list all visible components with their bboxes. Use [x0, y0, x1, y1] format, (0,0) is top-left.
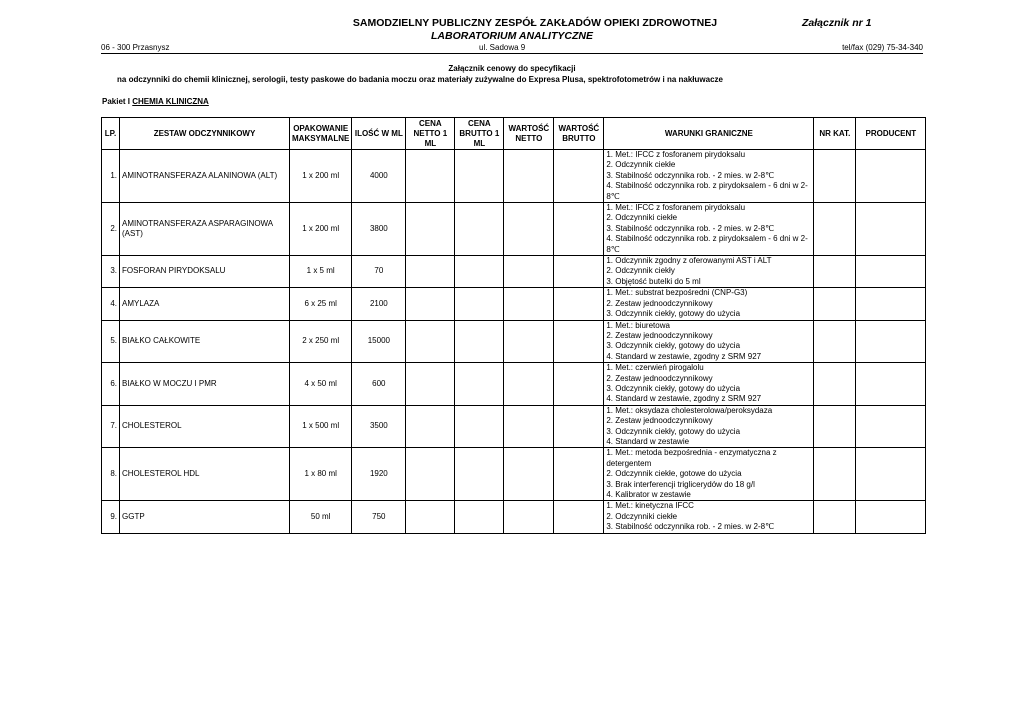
row-producent	[856, 256, 926, 288]
phone-number: tel/fax (029) 75-34-340	[842, 43, 923, 52]
condition-item: 3. Stabilność odczynnika rob. - 2 mies. w 2-8℃	[606, 170, 775, 180]
row-wartosc-netto	[504, 150, 554, 203]
package-name: CHEMIA KLINICZNA	[132, 97, 209, 106]
table-row	[102, 288, 926, 320]
col-opakowanie: OPAKOWANIE MAKSYMALNE	[290, 118, 352, 150]
row-wartosc-netto	[504, 256, 554, 288]
row-producent	[856, 405, 926, 448]
condition-item: 2. Odczynnik ciekłe	[606, 160, 676, 170]
condition-item: 2. Zestaw jednoodczynnikowy	[606, 416, 713, 426]
col-cena-brutto: CENA BRUTTO 1 ML	[455, 118, 504, 150]
condition-item: 1. Met.: kinetyczna IFCC	[606, 501, 694, 511]
condition-item: 1. Odczynnik zgodny z oferowanymi AST i ALT	[606, 256, 772, 266]
table-row	[102, 501, 926, 533]
condition-item: 3. Odczynnik ciekły, gotowy do użycia	[606, 383, 741, 393]
condition-item: 4. Standard w zestawie, zgodny z SRM 927	[606, 394, 762, 404]
row-name: BIAŁKO W MOCZU I PMR	[120, 363, 290, 406]
row-qty: 2100	[352, 288, 406, 320]
condition-item: 1. Met.: metoda bezpośrednia - enzymatyczna z detergentem	[606, 448, 777, 468]
row-wartosc-netto	[504, 363, 554, 406]
row-cena-brutto	[455, 320, 504, 363]
row-conditions	[604, 288, 814, 320]
row-pack: 1 x 200 ml	[290, 150, 352, 203]
postal-city: 06 - 300 Przasnysz	[101, 43, 170, 52]
condition-item: 2. Odczynnik ciekły	[606, 266, 675, 276]
document-subtitle: na odczynniki do chemii klinicznej, serologii, testy paskowe do badania moczu oraz materiały zużywalne do Expresa Plusa, spektrofotometrów i na nakłuwacze	[117, 75, 723, 84]
condition-item: 3. Objętość butelki do 5 ml	[606, 276, 701, 286]
table-row	[102, 448, 926, 501]
condition-item: 2. Zestaw jednoodczynnikowy	[606, 330, 713, 340]
street-address: ul. Sadowa 9	[479, 43, 526, 52]
condition-item: 1. Met.: IFCC z fosforanem pirydoksalu	[606, 150, 746, 159]
row-wartosc-brutto	[554, 150, 604, 203]
row-name: BIAŁKO CAŁKOWITE	[120, 320, 290, 363]
row-pack: 6 x 25 ml	[290, 288, 352, 320]
row-pack: 1 x 80 ml	[290, 448, 352, 501]
row-cena-netto	[406, 405, 455, 448]
table-row	[102, 203, 926, 256]
row-cena-brutto	[455, 405, 504, 448]
row-producent	[856, 288, 926, 320]
condition-item: 4. Standard w zestawie, zgodny z SRM 927	[606, 351, 762, 361]
row-qty: 15000	[352, 320, 406, 363]
row-name: AMYLAZA	[120, 288, 290, 320]
annex-label: Załącznik nr 1	[802, 17, 872, 29]
row-cena-netto	[406, 288, 455, 320]
row-producent	[856, 203, 926, 256]
row-pack: 1 x 5 ml	[290, 256, 352, 288]
col-wartosc-netto: WARTOŚĆ NETTO	[504, 118, 554, 150]
condition-item: 3. Brak interferencji triglicerydów do 18 g/l	[606, 479, 755, 489]
row-wartosc-netto	[504, 288, 554, 320]
row-wartosc-netto	[504, 320, 554, 363]
row-pack: 50 ml	[290, 501, 352, 533]
row-nr-kat	[814, 501, 856, 533]
package-label	[102, 97, 209, 106]
row-pack: 1 x 200 ml	[290, 203, 352, 256]
header-divider	[101, 53, 923, 54]
row-conditions	[604, 320, 814, 363]
row-wartosc-brutto	[554, 288, 604, 320]
row-qty: 750	[352, 501, 406, 533]
row-nr-kat	[814, 203, 856, 256]
row-conditions	[604, 150, 814, 203]
row-wartosc-netto	[504, 501, 554, 533]
condition-item: 1. Met.: IFCC z fosforanem pirydoksalu	[606, 203, 746, 213]
row-cena-netto	[406, 363, 455, 406]
row-qty: 3800	[352, 203, 406, 256]
row-lp: 6.	[102, 363, 120, 406]
row-conditions	[604, 448, 814, 501]
row-lp: 3.	[102, 256, 120, 288]
row-lp: 5.	[102, 320, 120, 363]
table-row	[102, 363, 926, 406]
row-cena-netto	[406, 203, 455, 256]
row-wartosc-brutto	[554, 363, 604, 406]
row-wartosc-netto	[504, 405, 554, 448]
condition-item: 4. Stabilność odczynnika rob. z pirydoksalem - 6 dni w 2-8℃	[606, 234, 808, 254]
row-conditions	[604, 405, 814, 448]
col-nr-kat: NR KAT.	[814, 118, 856, 150]
condition-item: 2. Odczynniki ciekłe	[606, 213, 678, 223]
row-nr-kat	[814, 405, 856, 448]
row-wartosc-brutto	[554, 203, 604, 256]
condition-item: 3. Odczynnik ciekły, gotowy do użycia	[606, 309, 741, 319]
row-nr-kat	[814, 320, 856, 363]
col-zestaw: ZESTAW ODCZYNNIKOWY	[120, 118, 290, 150]
row-cena-brutto	[455, 288, 504, 320]
condition-item: 4. Stabilność odczynnika rob. z pirydoksalem - 6 dni w 2-8℃	[606, 181, 808, 201]
row-cena-brutto	[455, 150, 504, 203]
table-row	[102, 405, 926, 448]
row-lp: 2.	[102, 203, 120, 256]
row-wartosc-brutto	[554, 256, 604, 288]
row-cena-brutto	[455, 448, 504, 501]
row-cena-netto	[406, 150, 455, 203]
row-cena-netto	[406, 256, 455, 288]
row-wartosc-brutto	[554, 405, 604, 448]
package-prefix: Pakiet I	[102, 97, 131, 106]
row-conditions	[604, 256, 814, 288]
row-producent	[856, 448, 926, 501]
condition-item: 3. Odczynnik ciekły, gotowy do użycia	[606, 341, 741, 351]
row-lp: 9.	[102, 501, 120, 533]
row-cena-brutto	[455, 256, 504, 288]
condition-item: 3. Odczynnik ciekły, gotowy do użycia	[606, 426, 741, 436]
table-row	[102, 256, 926, 288]
row-cena-brutto	[455, 363, 504, 406]
row-wartosc-brutto	[554, 501, 604, 533]
row-nr-kat	[814, 363, 856, 406]
condition-item: 2. Zestaw jednoodczynnikowy	[606, 373, 713, 383]
row-producent	[856, 320, 926, 363]
row-nr-kat	[814, 256, 856, 288]
row-producent	[856, 150, 926, 203]
row-nr-kat	[814, 448, 856, 501]
price-table	[101, 117, 926, 534]
row-cena-netto	[406, 501, 455, 533]
col-ilosc: ILOŚĆ W ML	[352, 118, 406, 150]
row-qty: 600	[352, 363, 406, 406]
condition-item: 3. Stabilność odczynnika rob. - 2 mies. w 2-8℃	[606, 223, 775, 233]
row-cena-brutto	[455, 203, 504, 256]
row-name: GGTP	[120, 501, 290, 533]
condition-item: 2. Odczynnik ciekłe, gotowe do użycia	[606, 469, 742, 479]
condition-item: 1. Met.: oksydaza cholesterolowa/peroksydaza	[606, 405, 773, 415]
condition-item: 4. Kalibrator w zestawie	[606, 490, 691, 499]
condition-item: 2. Zestaw jednoodczynnikowy	[606, 298, 713, 308]
condition-item: 2. Odczynniki ciekłe	[606, 511, 678, 521]
row-cena-brutto	[455, 501, 504, 533]
row-qty: 3500	[352, 405, 406, 448]
col-producent: PRODUCENT	[856, 118, 926, 150]
row-producent	[856, 363, 926, 406]
row-wartosc-netto	[504, 203, 554, 256]
row-name: AMINOTRANSFERAZA ALANINOWA (ALT)	[120, 150, 290, 203]
condition-item: 1. Met.: czerwień pirogalolu	[606, 363, 704, 373]
row-lp: 1.	[102, 150, 120, 203]
row-producent	[856, 501, 926, 533]
laboratory-name: LABORATORIUM ANALITYCZNE	[431, 30, 593, 42]
row-wartosc-brutto	[554, 448, 604, 501]
row-conditions	[604, 501, 814, 533]
row-lp: 4.	[102, 288, 120, 320]
row-name: CHOLESTEROL	[120, 405, 290, 448]
row-pack: 4 x 50 ml	[290, 363, 352, 406]
row-name: AMINOTRANSFERAZA ASPARAGINOWA (AST)	[120, 203, 290, 256]
row-cena-netto	[406, 448, 455, 501]
col-warunki: WARUNKI GRANICZNE	[604, 118, 814, 150]
row-conditions	[604, 363, 814, 406]
row-pack: 2 x 250 ml	[290, 320, 352, 363]
condition-item: 3. Stabilność odczynnika rob. - 2 mies. w 2-8℃	[606, 522, 775, 532]
row-cena-netto	[406, 320, 455, 363]
row-wartosc-netto	[504, 448, 554, 501]
condition-item: 1. Met.: substrat bezpośredni (CNP-G3)	[606, 288, 748, 298]
document-title: Załącznik cenowy do specyfikacji	[448, 64, 576, 73]
table-header-row	[102, 118, 926, 150]
row-lp: 8.	[102, 448, 120, 501]
row-name: CHOLESTEROL HDL	[120, 448, 290, 501]
row-name: FOSFORAN PIRYDOKSALU	[120, 256, 290, 288]
row-nr-kat	[814, 288, 856, 320]
table-row	[102, 150, 926, 203]
row-nr-kat	[814, 150, 856, 203]
col-wartosc-brutto: WARTOŚĆ BRUTTO	[554, 118, 604, 150]
row-conditions	[604, 203, 814, 256]
col-cena-netto: CENA NETTO 1 ML	[406, 118, 455, 150]
row-qty: 70	[352, 256, 406, 288]
row-wartosc-brutto	[554, 320, 604, 363]
row-lp: 7.	[102, 405, 120, 448]
col-lp: LP.	[102, 118, 120, 150]
row-qty: 4000	[352, 150, 406, 203]
row-pack: 1 x 500 ml	[290, 405, 352, 448]
condition-item: 1. Met.: biuretowa	[606, 320, 670, 330]
table-row	[102, 320, 926, 363]
institution-name: SAMODZIELNY PUBLICZNY ZESPÓŁ ZAKŁADÓW OPIEKI ZDROWOTNEJ	[352, 17, 718, 29]
condition-item: 4. Standard w zestawie	[606, 436, 690, 446]
row-qty: 1920	[352, 448, 406, 501]
